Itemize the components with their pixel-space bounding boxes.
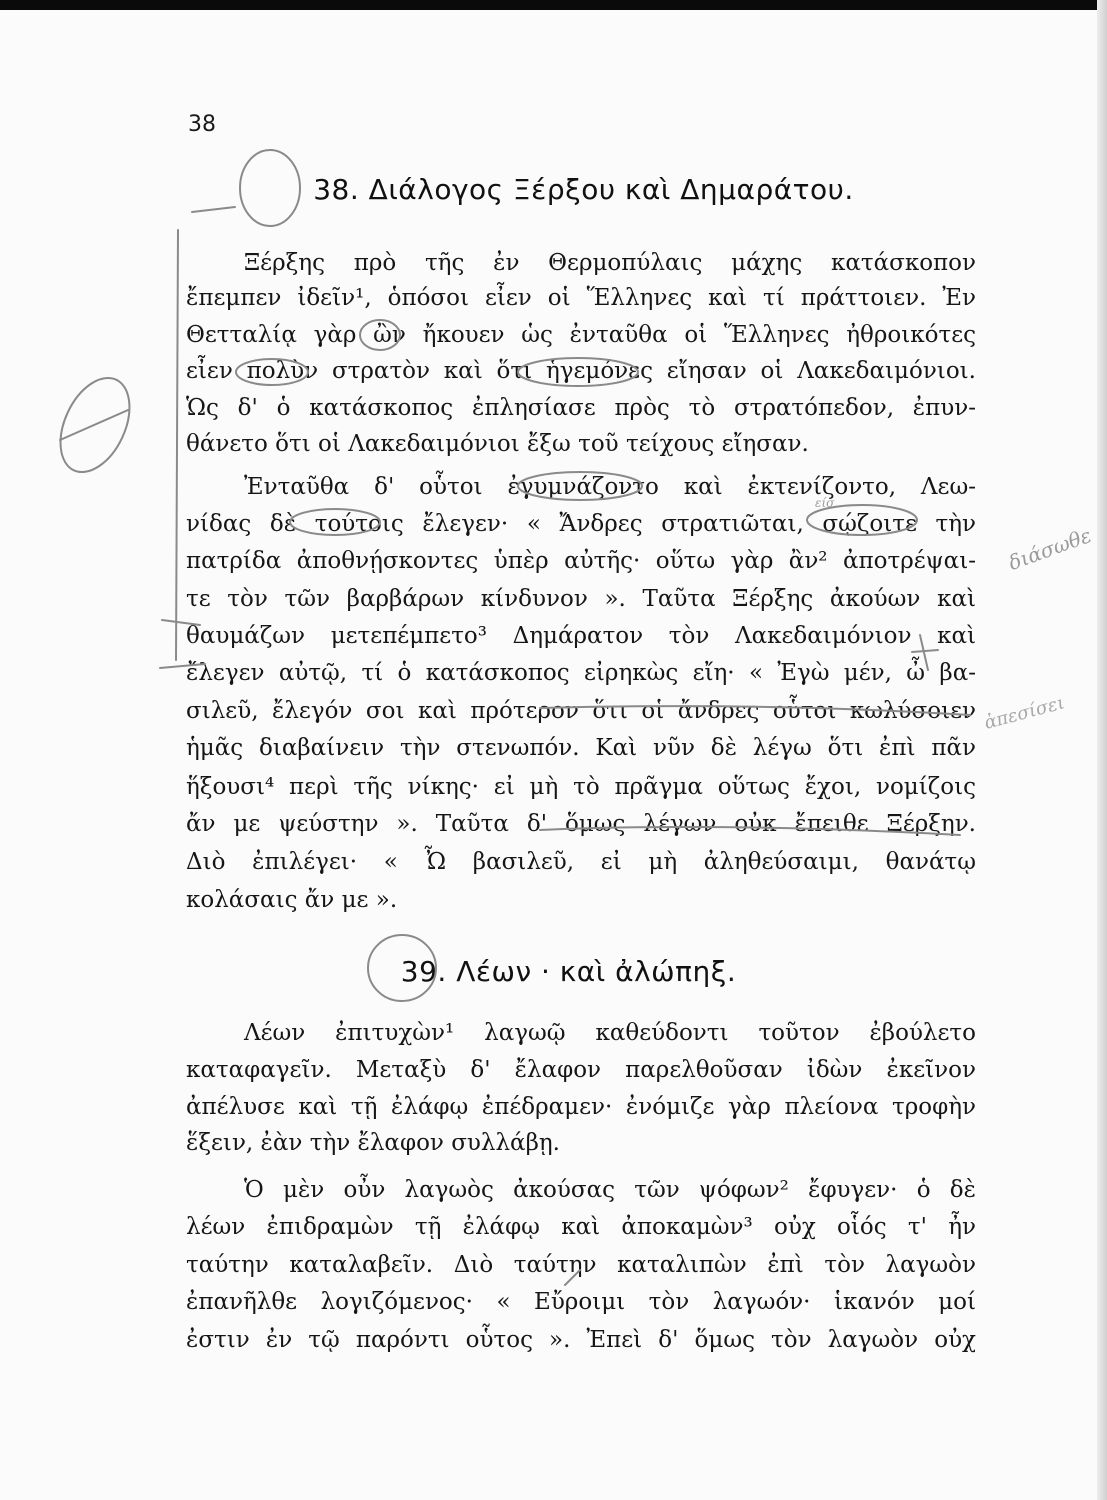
text-line: ἥξουσι⁴ περὶ τῆς νίκης· εἰ μὴ τὸ πρᾶγμα οὕτως ἔχοι, νομίζοις <box>186 774 976 800</box>
text-line: Λέων ἐπιτυχὼν¹ λαγωῷ καθεύδοντι τοῦτον ἐβούλετο <box>244 1020 976 1046</box>
text-line: ἀπέλυσε καὶ τῇ ἐλάφῳ ἐπέδραμεν· ἐνόμιζε γὰρ πλείονα τροφὴν <box>186 1094 976 1120</box>
text-line: ἐπανῆλθε λογιζόμενος· « Εὔροιμι τὸν λαγωόν· ἱκανόν μοί <box>186 1289 976 1315</box>
text-line: Διὸ ἐπιλέγει· « Ὦ βασιλεῦ, εἰ μὴ ἀληθεύσαιμι, θανάτῳ <box>186 849 976 875</box>
text-line: ἕξειν, ἐὰν τὴν ἔλαφον συλλάβῃ. <box>186 1130 560 1156</box>
text-line: ταύτην καταλαβεῖν. Διὸ ταύτην καταλιπὼν ἐπὶ τὸν λαγωὸν <box>186 1252 976 1278</box>
text-line: κολάσαις ἄν με ». <box>186 887 398 913</box>
text-line: ἐστιν ἐν τῷ παρόντι οὗτος ». Ἐπεὶ δ' ὅμως τὸν λαγωὸν οὐχ <box>186 1327 976 1353</box>
text-line: πατρίδα ἀποθνῄσκοντες ὑπὲρ αὐτῆς· οὕτω γὰρ ἂν² ἀποτρέψαι- <box>186 548 976 574</box>
page-number: 38 <box>188 112 216 137</box>
margin-note-above-word: είσ <box>815 496 835 510</box>
text-line: Ξέρξης πρὸ τῆς ἐν Θερμοπύλαις μάχης κατάσκοπον <box>244 250 976 276</box>
text-line: Ἐνταῦθα δ' οὗτοι ἐγυμνάζοντο καὶ ἐκτενίζοντο, Λεω- <box>244 474 976 500</box>
text-line: εἶεν πολὺν στρατὸν καὶ ὅτι ἡγεμόνες εἴησαν οἱ Λακεδαιμόνιοι. <box>186 358 976 384</box>
text-line: σιλεῦ, ἔλεγόν σοι καὶ πρότερον ὅτι οἱ ἄνδρες οὗτοι κωλύσοιεν <box>186 698 976 724</box>
text-line: Ὡς δ' ὁ κατάσκοπος ἐπλησίασε πρὸς τὸ στρατόπεδον, ἐπυν- <box>186 395 976 421</box>
section-39-heading: 39. Λέων · καὶ ἀλώπηξ. <box>400 955 737 988</box>
text-line: θαυμάζων μετεπέμπετο³ Δημάρατον τὸν Λακεδαιμόνιον καὶ <box>186 623 976 649</box>
pencil-theta-mark <box>47 367 144 483</box>
text-line: ἔπεμπεν ἰδεῖν¹, ὁπόσοι εἶεν οἱ Ἕλληνες καὶ τί πράττοιεν. Ἐν <box>186 285 976 311</box>
margin-note-left-theta: θ <box>60 460 61 461</box>
text-line: Ὁ μὲν οὖν λαγωὸς ἀκούσας τῶν ψόφων² ἔφυγεν· ὁ δὲ <box>244 1177 976 1203</box>
margin-note-right-1: διάσωθε <box>1005 522 1095 575</box>
scan-border-top <box>0 0 1107 10</box>
text-line: θάνετο ὅτι οἱ Λακεδαιμόνιοι ἔξω τοῦ τείχους εἴησαν. <box>186 431 809 457</box>
text-line: καταφαγεῖν. Μεταξὺ δ' ἔλαφον παρελθοῦσαν ἰδὼν ἐκεῖνον <box>186 1057 976 1083</box>
text-line: λέων ἐπιδραμὼν τῇ ἐλάφῳ καὶ ἀποκαμὼν³ οὐχ οἷός τ' ἦν <box>186 1214 976 1240</box>
text-line: ἔλεγεν αὐτῷ, τί ὁ κατάσκοπος εἰρηκὼς εἴη· « Ἐγὼ μέν, ὦ βα- <box>186 660 976 686</box>
text-line: νίδας δὲ τούτοις ἔλεγεν· « Ἄνδρες στρατιῶται, σῴζοιτε τὴν <box>186 511 976 537</box>
pencil-theta-bar <box>60 410 128 440</box>
text-line: ἡμᾶς διαβαίνειν τὴν στενωπόν. Καὶ νῦν δὲ λέγω ὅτι ἐπὶ πᾶν <box>186 735 976 761</box>
margin-note-right-2: ἀπεσίσει <box>982 692 1067 734</box>
text-line: ἄν με ψεύστην ». Ταῦτα δ' ὅμως λέγων οὐκ ἔπειθε Ξέρξην. <box>186 811 976 837</box>
text-line: Θετταλίᾳ γὰρ ὢν ἤκουεν ὡς ἐνταῦθα οἱ Ἕλληνες ἠθροικότες <box>186 322 976 348</box>
section-38-heading: 38. Διάλογος Ξέρξου καὶ Δημαράτου. <box>313 173 854 206</box>
scan-border-right <box>1097 0 1107 1500</box>
text-line: τε τὸν τῶν βαρβάρων κίνδυνον ». Ταῦτα Ξέρξης ἀκούων καὶ <box>186 586 976 612</box>
